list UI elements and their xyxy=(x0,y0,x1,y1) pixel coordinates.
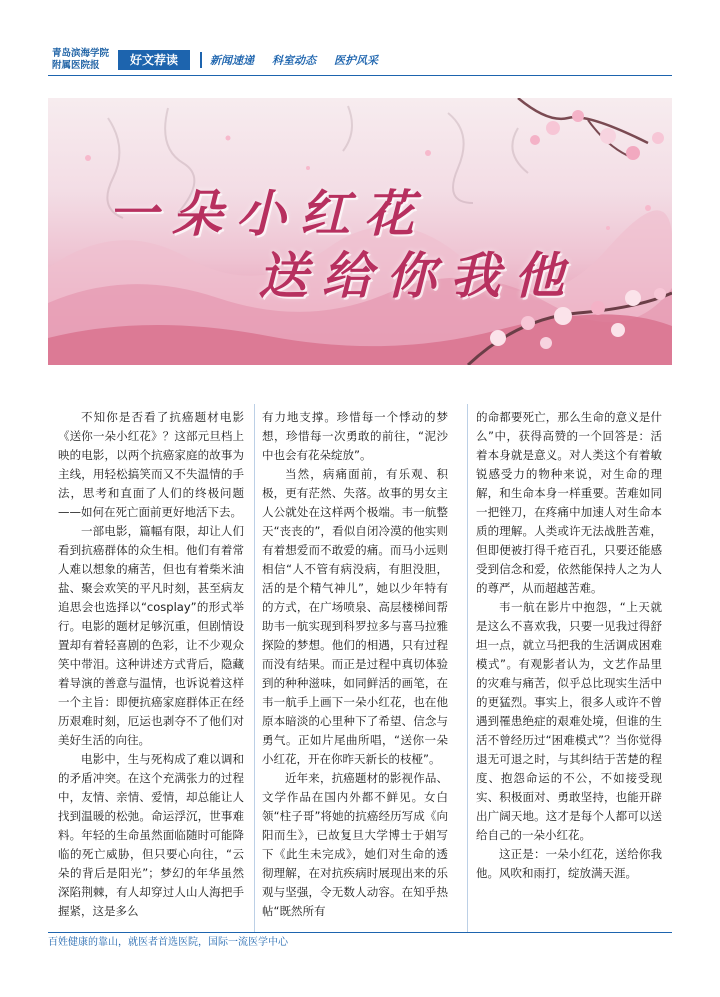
banner-image xyxy=(48,98,672,365)
nav-item-departments: 科室动态 xyxy=(272,54,316,67)
section-tag: 好文荐读 xyxy=(118,50,190,70)
paragraph: 这正是：一朵小红花，送给你我他。风吹和雨打，绽放满天涯。 xyxy=(476,847,662,880)
nav-divider xyxy=(200,52,202,68)
footer-slogan: 百姓健康的靠山，就医者首选医院，国际一流医学中心 xyxy=(48,937,288,948)
article-column-1 xyxy=(58,408,244,921)
publisher-line-1: 青岛滨海学院 xyxy=(52,48,110,59)
column-divider xyxy=(467,404,468,932)
publisher-name xyxy=(52,48,114,72)
paragraph: 电影中，生与死构成了难以调和的矛盾冲突。在这个充满张力的过程中，友情、亲情、爱情，却总能让人找到温暖的松弛。命运浮沉，世事难料。年轻的生命虽然面临随时可能降临的死亡威胁，但只要心向往，“云朵的背后是阳光”；梦幻的年华虽然深陷荆棘，有人却穿过人山人海把手握紧，这是多么 xyxy=(58,752,244,918)
paragraph: 一部电影，篇幅有限，却让人们看到抗癌群体的众生相。他们有着常人难以想象的痛苦，但也有着柴米油盐、聚会欢笑的平凡时刻，甚至病友追思会也选择以“cosplay”的形式举行。电影的题材足够沉重，但剧情设置却有着轻喜剧的色彩，让不少观众笑中带泪。这种讲述方式背后，隐藏着导演的善意与温情，也诉说着这样一个主旨：即便抗癌家庭群体正在经历艰难时刻，厄运也剥夺不了他们对美好生活的向往。 xyxy=(58,524,244,747)
paragraph: 有力地支撑。珍惜每一个悸动的梦想，珍惜每一次勇敢的前往，“泥沙中也会有花朵绽放”。 xyxy=(262,410,448,462)
paragraph: 当然，病痛面前，有乐观、积极，更有茫然、失落。故事的男女主人公就处在这样两个极端。韦一航整天“丧丧的”，看似自闭冷漠的他实则有着想爱而不敢爱的痛。而马小远则相信“人不管有病没病，有胆没胆，活的是个精气神儿”，她以少年特有的方式，在广场喷泉、高层楼梯间帮助韦一航实现到科罗拉多与喜马拉雅探险的梦想。他们的相遇，只有过程而没有结果。而正是过程中真切体验到的种种滋味，如同鲜活的画笔，在韦一航手上画下一朵小红花，也在他原本暗淡的心里种下了希望、信念与勇气。正如片尾曲所唱，“送你一朵小红花，开在你昨天新长的枝桠”。 xyxy=(262,467,448,766)
header-rule xyxy=(48,75,672,76)
article-column-2 xyxy=(262,408,448,921)
paragraph: 不知你是否看了抗癌题材电影《送你一朵小红花》？这部元旦档上映的电影，以两个抗癌家庭的故事为主线，用轻松搞笑而又不失温情的手法，思考和直面了人们的终极问题——如何在死亡面前更好地活下去。 xyxy=(58,410,244,519)
masthead xyxy=(0,44,720,80)
banner-title-line-1: 一朵小红花 xyxy=(108,184,428,243)
banner-title-line-2: 送给你我他 xyxy=(258,246,578,305)
nav-item-staff: 医护风采 xyxy=(334,54,378,67)
nav-item-news: 新闻速递 xyxy=(210,54,254,67)
footer-rule xyxy=(48,932,672,933)
article-column-3 xyxy=(476,408,662,883)
paragraph: 韦一航在影片中抱怨，“上天就是这么不喜欢我，只要一见我过得舒坦一点，就立马把我的生活调成困难模式”。有观影者认为，文艺作品里的灾难与痛苦，似乎总比现实生活中的更猛烈。事实上，很多人或许不曾遇到罹患绝症的艰难处境，但谁的生活不曾经历过“困难模式”？当你觉得退无可退之时，与其纠结于苦楚的程度、抱怨命运的不公，不如接受现实、积极面对、勇敢坚持，也能开辟出广阔天地。这才是每个人都可以送给自己的一朵小红花。 xyxy=(476,600,662,842)
section-nav xyxy=(200,52,396,68)
paragraph: 近年来，抗癌题材的影视作品、文学作品在国内外都不鲜见。女白领“柱子哥”将她的抗癌经历写成《向阳而生》，已故复旦大学博士于娟写下《此生未完成》，她们对生命的透彻理解，在对抗疾病时展现出来的乐观与坚强，令无数人动容。在知乎热帖“既然所有 xyxy=(262,771,448,918)
publisher-line-2: 附属医院报 xyxy=(52,60,100,71)
paragraph: 的命都要死亡，那么生命的意义是什么”中，获得高赞的一个回答是：活着本身就是意义。对人类这个有着敏锐感受力的物种来说，对生命的理解，和生命本身一样重要。苦难如同一把锉刀，在疼痛中加速人对生命本质的理解。人类或许无法战胜苦难，但即便被打得千疮百孔，只要还能感受到信念和爱，依然能保持人之为人的尊严，从而超越苦难。 xyxy=(476,410,662,595)
column-divider xyxy=(254,404,255,932)
